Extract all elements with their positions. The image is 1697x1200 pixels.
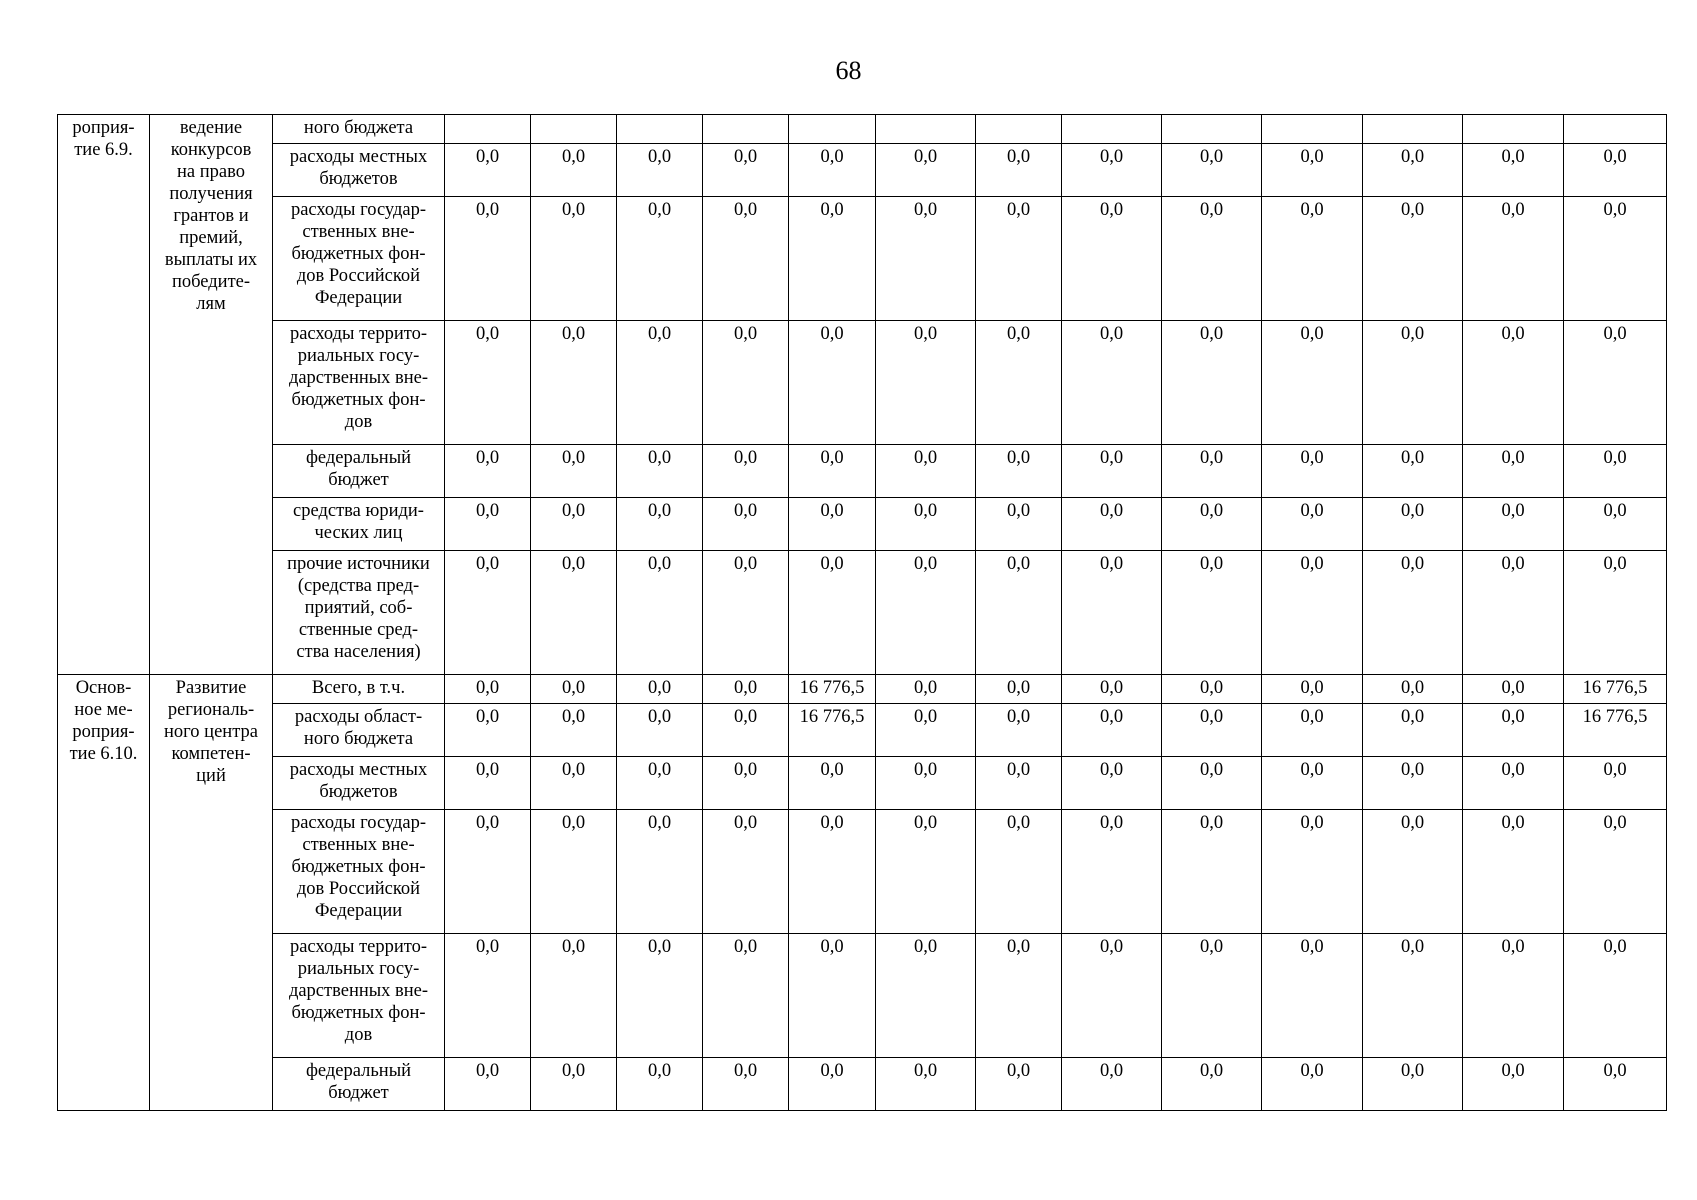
value-cell: 0,0 [617,757,703,810]
value-cell: 0,0 [976,498,1062,551]
value-cell: 0,0 [1162,810,1262,934]
value-cell: 0,0 [617,1058,703,1111]
activity-id-cell: роприя- тие 6.9. [58,115,150,675]
funding-source-cell: ного бюджета [273,115,445,144]
value-cell: 0,0 [1162,675,1262,704]
value-cell: 0,0 [445,445,531,498]
value-cell: 0,0 [1564,321,1667,445]
activity-name-cell: ведение конкурсов на право получения грантов и премий, выплаты их победите- лям [150,115,273,675]
value-cell: 0,0 [976,675,1062,704]
value-cell: 0,0 [617,197,703,321]
value-cell: 0,0 [445,810,531,934]
value-cell [976,115,1062,144]
value-cell: 0,0 [445,498,531,551]
value-cell: 0,0 [617,321,703,445]
value-cell: 0,0 [445,144,531,197]
value-cell: 0,0 [876,551,976,675]
value-cell [1162,115,1262,144]
funding-source-cell: расходы террито- риальных госу- дарственных вне- бюджетных фон- дов [273,934,445,1058]
value-cell: 0,0 [703,197,789,321]
value-cell: 0,0 [1162,498,1262,551]
value-cell: 0,0 [531,934,617,1058]
value-cell: 0,0 [1463,757,1564,810]
value-cell: 0,0 [1564,934,1667,1058]
value-cell: 0,0 [1162,321,1262,445]
value-cell: 0,0 [789,1058,876,1111]
value-cell: 0,0 [531,144,617,197]
value-cell: 0,0 [1564,498,1667,551]
value-cell: 0,0 [703,934,789,1058]
value-cell: 0,0 [445,1058,531,1111]
value-cell: 0,0 [1463,1058,1564,1111]
value-cell: 0,0 [1062,810,1162,934]
table-row [58,551,1667,675]
value-cell: 0,0 [1062,934,1162,1058]
value-cell: 0,0 [789,321,876,445]
value-cell: 0,0 [445,934,531,1058]
value-cell: 0,0 [876,675,976,704]
value-cell: 0,0 [789,551,876,675]
value-cell: 0,0 [703,551,789,675]
value-cell: 0,0 [617,498,703,551]
activity-id-cell: Основ- ное ме- роприя- тие 6.10. [58,675,150,1111]
value-cell: 0,0 [789,197,876,321]
value-cell: 0,0 [1162,445,1262,498]
table-row [58,675,1667,704]
value-cell: 0,0 [531,810,617,934]
value-cell: 0,0 [617,144,703,197]
value-cell: 0,0 [1062,551,1162,675]
value-cell: 0,0 [976,1058,1062,1111]
value-cell: 0,0 [876,445,976,498]
value-cell: 0,0 [1564,144,1667,197]
table-row [58,144,1667,197]
value-cell: 0,0 [1262,704,1363,757]
funding-source-cell: Всего, в т.ч. [273,675,445,704]
funding-source-cell: расходы террито- риальных госу- дарственных вне- бюджетных фон- дов [273,321,445,445]
value-cell: 0,0 [1463,704,1564,757]
funding-source-cell: федеральный бюджет [273,445,445,498]
value-cell: 0,0 [976,757,1062,810]
value-cell: 0,0 [1363,810,1463,934]
page-number: 68 [835,56,862,85]
value-cell: 0,0 [1363,197,1463,321]
value-cell: 0,0 [976,445,1062,498]
value-cell: 0,0 [1463,810,1564,934]
value-cell: 0,0 [703,1058,789,1111]
value-cell: 0,0 [531,445,617,498]
table-row [58,197,1667,321]
value-cell: 0,0 [703,704,789,757]
value-cell [531,115,617,144]
value-cell: 0,0 [1162,934,1262,1058]
table-row [58,498,1667,551]
value-cell: 0,0 [1262,197,1363,321]
funding-source-cell: расходы государ- ственных вне- бюджетных фон- дов Российской Федерации [273,197,445,321]
value-cell: 0,0 [1262,321,1363,445]
value-cell: 0,0 [703,810,789,934]
value-cell [1062,115,1162,144]
value-cell: 0,0 [1262,144,1363,197]
value-cell: 0,0 [1463,498,1564,551]
table-row [58,445,1667,498]
value-cell: 0,0 [1363,757,1463,810]
value-cell: 0,0 [445,675,531,704]
value-cell: 0,0 [1363,675,1463,704]
value-cell: 0,0 [1262,810,1363,934]
activity-name-cell: Развитие региональ- ного центра компетен- ций [150,675,273,1111]
funding-source-cell: расходы местных бюджетов [273,757,445,810]
value-cell: 0,0 [1363,551,1463,675]
funding-source-cell: расходы государ- ственных вне- бюджетных фон- дов Российской Федерации [273,810,445,934]
value-cell: 0,0 [1062,498,1162,551]
value-cell: 16 776,5 [789,704,876,757]
value-cell: 0,0 [1262,934,1363,1058]
value-cell: 0,0 [617,675,703,704]
value-cell: 0,0 [789,934,876,1058]
table-row [58,757,1667,810]
value-cell: 0,0 [1262,1058,1363,1111]
value-cell [1363,115,1463,144]
value-cell: 0,0 [976,197,1062,321]
value-cell [617,115,703,144]
value-cell: 0,0 [617,445,703,498]
value-cell: 0,0 [976,704,1062,757]
value-cell: 0,0 [876,321,976,445]
value-cell: 0,0 [1062,144,1162,197]
table-row [58,321,1667,445]
value-cell: 0,0 [1363,498,1463,551]
value-cell: 0,0 [1463,197,1564,321]
value-cell: 0,0 [789,757,876,810]
value-cell: 0,0 [789,498,876,551]
value-cell: 16 776,5 [1564,675,1667,704]
value-cell: 0,0 [1564,1058,1667,1111]
value-cell: 0,0 [789,144,876,197]
value-cell: 0,0 [531,498,617,551]
value-cell: 0,0 [617,810,703,934]
value-cell: 0,0 [703,757,789,810]
value-cell [1463,115,1564,144]
value-cell: 0,0 [1262,498,1363,551]
value-cell: 0,0 [445,704,531,757]
value-cell: 0,0 [445,321,531,445]
value-cell: 0,0 [1463,551,1564,675]
value-cell: 0,0 [1062,197,1162,321]
value-cell [1564,115,1667,144]
value-cell: 0,0 [876,498,976,551]
value-cell: 0,0 [445,757,531,810]
value-cell: 0,0 [976,551,1062,675]
value-cell: 0,0 [1363,321,1463,445]
value-cell: 0,0 [876,934,976,1058]
value-cell: 0,0 [1463,321,1564,445]
value-cell: 0,0 [703,144,789,197]
funding-source-cell: средства юриди- ческих лиц [273,498,445,551]
table-row [58,704,1667,757]
value-cell [445,115,531,144]
value-cell: 0,0 [1564,757,1667,810]
value-cell: 0,0 [1162,551,1262,675]
value-cell: 0,0 [1062,1058,1162,1111]
value-cell: 0,0 [531,675,617,704]
value-cell: 0,0 [531,757,617,810]
value-cell: 0,0 [617,551,703,675]
value-cell: 0,0 [1062,757,1162,810]
value-cell [1262,115,1363,144]
value-cell: 0,0 [876,757,976,810]
value-cell: 16 776,5 [1564,704,1667,757]
value-cell: 0,0 [1262,445,1363,498]
value-cell: 0,0 [617,934,703,1058]
value-cell: 0,0 [1162,757,1262,810]
value-cell: 0,0 [789,810,876,934]
value-cell: 0,0 [1463,934,1564,1058]
value-cell: 0,0 [876,144,976,197]
value-cell: 0,0 [976,321,1062,445]
value-cell: 0,0 [1363,144,1463,197]
value-cell: 0,0 [876,810,976,934]
value-cell [703,115,789,144]
value-cell: 0,0 [531,704,617,757]
value-cell: 0,0 [703,445,789,498]
value-cell: 0,0 [876,704,976,757]
value-cell: 0,0 [617,704,703,757]
value-cell: 0,0 [876,1058,976,1111]
value-cell: 0,0 [1363,445,1463,498]
funding-source-cell: расходы местных бюджетов [273,144,445,197]
table-row [58,810,1667,934]
funding-source-cell: федеральный бюджет [273,1058,445,1111]
value-cell: 0,0 [445,197,531,321]
value-cell: 0,0 [1062,675,1162,704]
value-cell: 0,0 [1463,445,1564,498]
value-cell [876,115,976,144]
value-cell: 0,0 [1463,144,1564,197]
value-cell: 0,0 [976,934,1062,1058]
value-cell: 0,0 [1363,704,1463,757]
value-cell: 0,0 [445,551,531,675]
value-cell: 0,0 [1363,1058,1463,1111]
value-cell: 0,0 [1162,144,1262,197]
value-cell [789,115,876,144]
value-cell: 16 776,5 [789,675,876,704]
funding-source-cell: расходы област- ного бюджета [273,704,445,757]
value-cell: 0,0 [1062,445,1162,498]
value-cell: 0,0 [703,675,789,704]
table-row [58,115,1667,144]
funding-source-cell: прочие источники (средства пред- приятий, соб- ственные сред- ства населения) [273,551,445,675]
value-cell: 0,0 [1062,704,1162,757]
value-cell: 0,0 [531,1058,617,1111]
value-cell: 0,0 [1363,934,1463,1058]
value-cell: 0,0 [531,321,617,445]
value-cell: 0,0 [1062,321,1162,445]
value-cell: 0,0 [531,551,617,675]
value-cell: 0,0 [1564,551,1667,675]
value-cell: 0,0 [876,197,976,321]
value-cell: 0,0 [703,321,789,445]
value-cell: 0,0 [1564,445,1667,498]
table-row [58,934,1667,1058]
value-cell: 0,0 [1162,704,1262,757]
value-cell: 0,0 [1564,197,1667,321]
value-cell: 0,0 [1262,551,1363,675]
value-cell: 0,0 [789,445,876,498]
value-cell: 0,0 [1162,197,1262,321]
value-cell: 0,0 [1564,810,1667,934]
value-cell: 0,0 [1463,675,1564,704]
value-cell: 0,0 [1162,1058,1262,1111]
budget-table [57,114,1667,1111]
value-cell: 0,0 [703,498,789,551]
value-cell: 0,0 [1262,675,1363,704]
table-row [58,1058,1667,1111]
value-cell: 0,0 [976,810,1062,934]
value-cell: 0,0 [976,144,1062,197]
value-cell: 0,0 [1262,757,1363,810]
value-cell: 0,0 [531,197,617,321]
